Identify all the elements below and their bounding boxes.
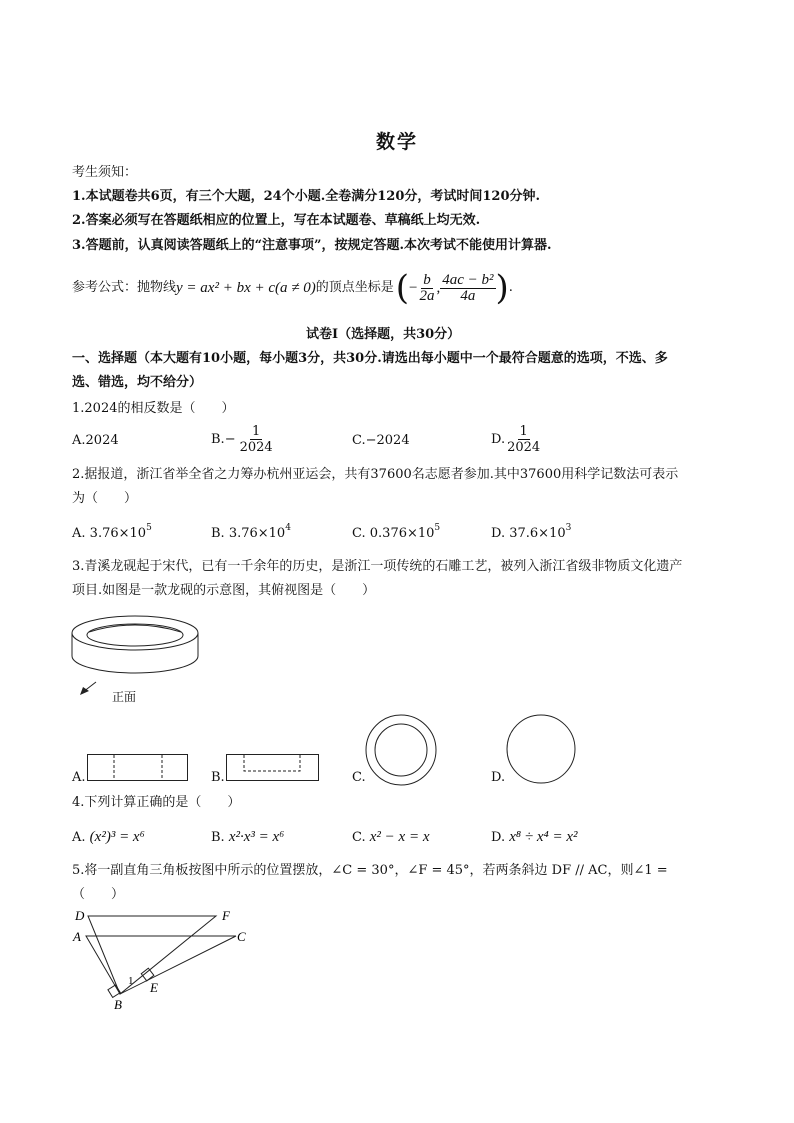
q2-d-base: 37.6×10 [509, 526, 566, 541]
q1-option-b [211, 424, 275, 455]
q4-b-label: B. [211, 830, 225, 845]
q3-option-b-figure [226, 754, 320, 782]
label-d: D [75, 908, 85, 923]
notice-heading: 考生须知： [72, 165, 138, 180]
notice-item-2: 2.答案必须写在答题纸相应的位置上，写在本试题卷、草稿纸上均无效. [72, 213, 481, 228]
q2-d-label: D. [491, 526, 506, 541]
reference-formula [72, 270, 513, 306]
q2-b-base: 3.76×10 [228, 526, 286, 541]
q4-option-d [491, 829, 578, 846]
q1-d-num: 1 [519, 424, 528, 439]
right-angle-e [141, 968, 154, 981]
q2-c-exp: 5 [434, 523, 441, 533]
vertex-right-paren: ) [495, 268, 509, 308]
q1-option-d [491, 424, 542, 455]
vertex-x-fraction [417, 273, 436, 304]
q3-option-d-figure [505, 713, 577, 785]
q1-option-c: C.−2024 [352, 433, 410, 448]
q1-b-fraction [238, 424, 275, 455]
q1-option-a: A.2024 [72, 433, 119, 448]
c-outer-circle [366, 715, 436, 785]
formula-parabola: y = ax² + bx + c(a ≠ 0) [176, 280, 316, 296]
q1-b-sign: − [224, 431, 236, 447]
label-c: C [237, 929, 246, 944]
vertex-y-num: 4ac − b² [442, 271, 494, 288]
label-f: F [222, 908, 230, 923]
front-label: 正面 [112, 690, 137, 704]
part1-title: 试卷Ⅰ（选择题，共30分） [306, 327, 461, 342]
vertex-minus: − [409, 280, 418, 296]
q2-a-base: 3.76×10 [89, 526, 147, 541]
q2-c-label: C. [352, 526, 366, 541]
q2-line1: 2.据报道，浙江省举全省之力筹办杭州亚运会，共有37600名志愿者参加.其中37600用科学记数法可表示 [72, 467, 679, 482]
q3-option-d: D. [491, 770, 506, 785]
vertex-y-den: 4a [460, 287, 476, 304]
a-rect [88, 755, 188, 781]
page-title: 数学 [376, 131, 419, 153]
q2-option-c [352, 523, 441, 542]
q4-option-b [211, 829, 284, 846]
q1-d-fraction [505, 424, 542, 455]
q3-option-c-figure [364, 713, 438, 787]
q1-d-den: 2024 [507, 440, 541, 455]
q2-c-base: 0.376×10 [369, 526, 435, 541]
b-rect [227, 755, 319, 781]
q2-b-label: B. [211, 526, 225, 541]
q1-b-num: 1 [252, 424, 261, 439]
inkstone-bottom-edge [72, 656, 198, 673]
q1-d-label: D. [491, 431, 506, 447]
q3-option-c: C. [352, 770, 366, 785]
q3-option-a-figure [87, 754, 189, 782]
q2-a-label: A. [72, 526, 86, 541]
q3-line2: 项目.如图是一款龙砚的示意图，其俯视图是（ ） [72, 583, 376, 598]
q2-line2: 为（ ） [72, 491, 138, 506]
vertex-comma: , [436, 280, 441, 296]
notice-item-3: 3.答题前，认真阅读答题纸上的“注意事项”，按规定答题.本次考试不能使用计算器. [72, 238, 552, 253]
label-e: E [150, 980, 158, 995]
q2-d-exp: 3 [565, 523, 572, 533]
q4-option-a [72, 829, 145, 846]
notice-item-1: 1.本试题卷共6页，有三个大题，24个小题.全卷满分120分，考试时间120分钟. [72, 189, 541, 204]
q2-a-exp: 5 [146, 523, 152, 533]
inkstone-top-inner [87, 624, 183, 646]
section1-line2: 选、错选，均不给分） [72, 375, 203, 390]
q2-option-d [491, 523, 572, 542]
inkstone-inner-rim [89, 625, 181, 632]
c-inner-circle [375, 724, 427, 776]
formula-period: . [508, 280, 513, 295]
formula-middle: 的顶点坐标是 [315, 280, 394, 295]
q2-option-a [72, 523, 152, 542]
vertex-left-paren: ( [395, 268, 410, 308]
label-b: B [114, 997, 122, 1012]
d-circle [507, 715, 575, 783]
q3-option-b: B. [211, 770, 225, 785]
triangles-figure [70, 906, 260, 1016]
vertex-x-num: b [423, 271, 431, 288]
q5-line2: （ ） [72, 887, 125, 902]
label-a: A [73, 929, 81, 944]
q4-d-expr: x⁸ ÷ x⁴ = x² [509, 829, 578, 845]
b-dash [244, 755, 300, 771]
label-angle-1: 1 [128, 975, 134, 987]
q2-b-exp: 4 [285, 523, 291, 533]
q4-c-label: C. [352, 830, 366, 845]
q3-line1: 3.青溪龙砚起于宋代，已有一千余年的历史，是浙江一项传统的石雕工艺，被列入浙江省级非物质文化遗产 [72, 559, 683, 574]
vertex-x-den: 2a [419, 287, 435, 304]
q4-stem: 4.下列计算正确的是（ ） [72, 795, 241, 810]
q4-option-c [352, 829, 429, 846]
formula-lead: 参考公式：抛物线 [72, 280, 177, 295]
q4-c-expr: x² − x = x [369, 829, 430, 845]
q4-b-expr: x²·x³ = x⁶ [228, 829, 285, 845]
q1-stem: 1.2024的相反数是（ ） [72, 401, 235, 416]
section1-line1: 一、选择题（本大题有10小题，每小题3分，共30分.请选出每小题中一个最符合题意的选项，不选、多 [72, 351, 668, 366]
q1-b-label: B. [211, 431, 225, 447]
q2-option-b [211, 523, 291, 542]
q3-option-a: A. [72, 770, 86, 785]
q1-b-den: 2024 [239, 440, 273, 455]
q4-a-expr: (x²)³ = x⁶ [89, 829, 145, 845]
vertex-y-fraction [440, 273, 495, 304]
q4-d-label: D. [491, 830, 506, 845]
q4-a-label: A. [72, 830, 86, 845]
q5-line1: 5.将一副直角三角板按图中所示的位置摆放，∠C = 30°，∠F = 45°，若两条斜边 DF // AC，则∠1 = [72, 863, 668, 878]
inkstone-top-outer [72, 616, 198, 650]
